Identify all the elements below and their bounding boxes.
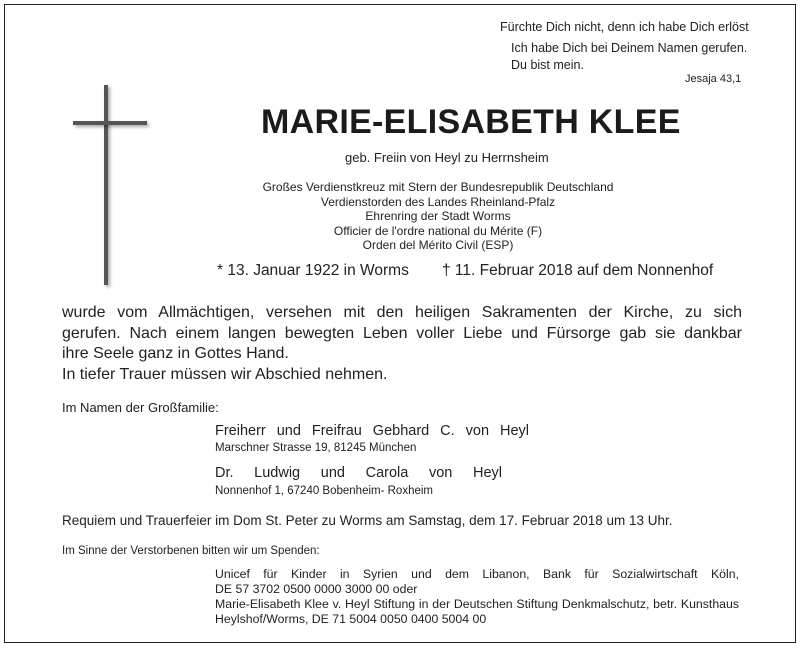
honor-item: Orden del Mérito Civil (ESP) — [362, 238, 514, 253]
birth-name: geb. Freiin von Heyl zu Herrnsheim — [345, 150, 549, 165]
requiem-info: Requiem und Trauerfeier im Dom St. Peter zu Worms am Samstag, dem 17. Februar 2018 um 13 Uhr. — [62, 513, 673, 528]
donation-line: Marie-Elisabeth Klee v. Heyl Stiftung in der Deutschen Stiftung Denkmalschutz, betr. Kunsthaus — [215, 597, 739, 611]
honor-item: Großes Verdienstkreuz mit Stern der Bundesrepublik Deutschland — [262, 180, 614, 194]
announcement-line: wurde vom Allmächtigen, versehen mit den heiligen Sakramenten der Kirche, zu sich — [62, 304, 742, 321]
family-member-name: Freiherr und Freifrau Gebhard C. von Heyl — [215, 423, 529, 439]
quote-line-2: Ich habe Dich bei Deinem Namen gerufen. — [511, 41, 748, 55]
family-member-name: Dr. Ludwig und Carola von Heyl — [215, 465, 502, 481]
family-member-address: Marschner Strasse 19, 81245 München — [215, 442, 417, 454]
birth-date: * 13. Januar 1922 in Worms — [217, 262, 409, 279]
obituary-notice — [4, 4, 796, 643]
honor-item: Officier de l'ordre national du Mérite (F) — [333, 223, 543, 238]
announcement-line: In tiefer Trauer müssen wir Abschied nehmen. — [62, 365, 388, 383]
family-intro: Im Namen der Großfamilie: — [62, 400, 219, 415]
quote-reference: Jesaja 43,1 — [685, 73, 742, 85]
announcement-text — [62, 303, 742, 385]
family-member-address: Nonnenhof 1, 67240 Bobenheim- Roxheim — [215, 485, 434, 497]
donations-intro: Im Sinne der Verstorbenen bitten wir um Spenden: — [62, 545, 320, 557]
donation-line: Unicef für Kinder in Syrien und dem Libanon, Bank für Sozialwirtschaft Köln, — [215, 567, 739, 581]
deceased-name: MARIE-ELISABETH KLEE — [261, 103, 681, 141]
honor-item: Ehrenring der Stadt Worms — [365, 209, 511, 224]
cross-icon — [73, 85, 153, 285]
donation-line: Heylshof/Worms, DE 71 5004 0050 0400 5004 00 — [215, 612, 487, 626]
honor-item: Verdienstorden des Landes Rheinland-Pfalz — [320, 194, 556, 209]
honors-list — [235, 180, 641, 253]
family-member — [215, 465, 502, 481]
quote-line-1: Fürchte Dich nicht, denn ich habe Dich erlöst — [500, 20, 749, 34]
donations-details — [215, 567, 739, 627]
quote-line-3: Du bist mein. — [511, 58, 584, 72]
announcement-line: ihre Seele ganz in Gottes Hand. — [62, 345, 289, 362]
death-date: † 11. Februar 2018 auf dem Nonnenhof — [442, 262, 714, 279]
announcement-line: gerufen. Nach einem langen bewegten Leben voller Liebe und Fürsorge gab sie dankbar — [62, 324, 742, 342]
donation-line: DE 57 3702 0500 0000 3000 00 oder — [215, 582, 418, 596]
family-member — [215, 423, 529, 439]
